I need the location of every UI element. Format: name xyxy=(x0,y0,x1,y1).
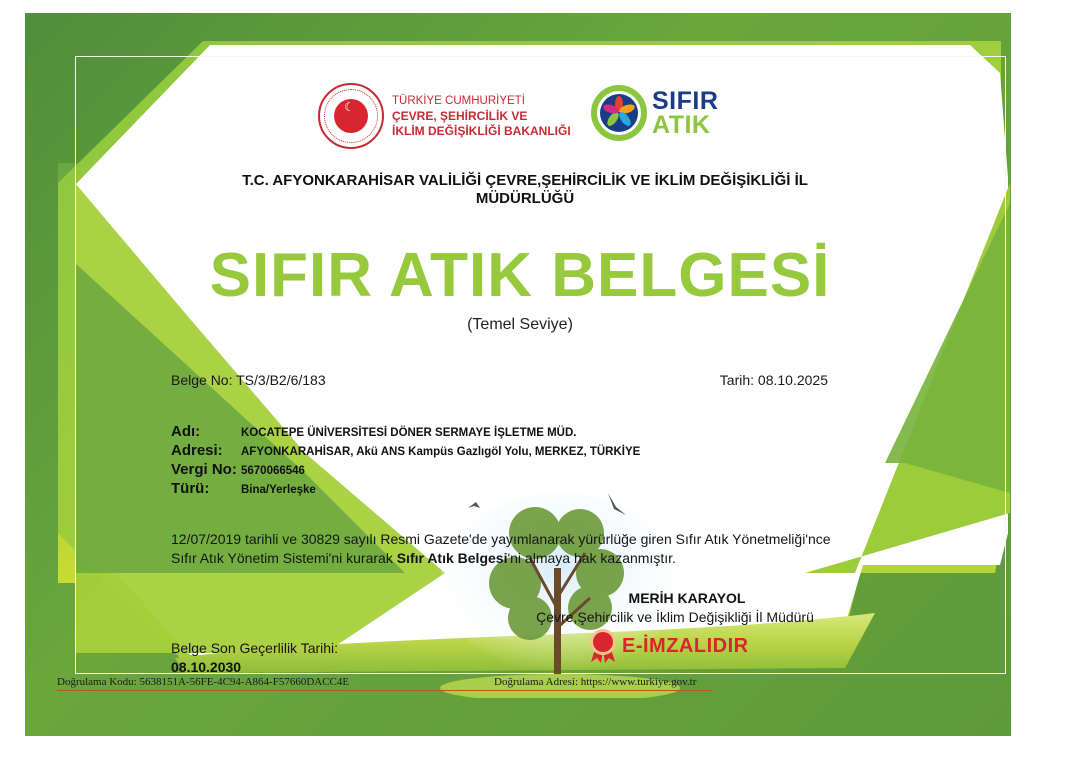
zero-waste-flower-icon xyxy=(590,84,648,142)
field-value: Bina/Yerleşke xyxy=(241,484,316,496)
verification-address xyxy=(494,676,696,688)
verification-code-value: 5638151A-56FE-4C94-A864-F57660DACC4E xyxy=(139,676,350,688)
zero-waste-logo-line1: SIFIR xyxy=(652,87,719,115)
certificate-level: (Temel Seviye) xyxy=(467,316,573,333)
zero-waste-logo-line2: ATIK xyxy=(652,111,711,139)
expiry-date-block xyxy=(171,640,338,675)
signatory xyxy=(520,590,830,625)
expiry-date: 08.10.2030 xyxy=(171,659,242,675)
expiry-label: Belge Son Geçerlilik Tarihi: xyxy=(171,640,339,656)
e-signature-label: E-İMZALIDIR xyxy=(622,634,749,657)
document-number-label: Belge No: xyxy=(171,372,233,388)
issuing-office: T.C. AFYONKARAHİSAR VALİLİĞİ ÇEVRE,ŞEHİRCİLİK VE İKLİM DEĞİŞİKLİĞİ İL MÜDÜRLÜĞÜ xyxy=(242,172,808,207)
award-rosette-icon xyxy=(588,628,618,664)
ministry-name-line1: TÜRKİYE CUMHURİYETİ xyxy=(392,94,525,107)
field-value: 5670066546 xyxy=(241,465,305,477)
zero-waste-logo xyxy=(590,84,718,142)
holder-field-address xyxy=(171,442,640,461)
certificate-title: SIFIR ATIK BELGESİ xyxy=(209,241,831,310)
verification-code-label: Doğrulama Kodu: xyxy=(57,676,137,688)
field-value: KOCATEPE ÜNİVERSİTESİ DÖNER SERMAYE İŞLETME MÜD. xyxy=(241,427,577,439)
statement-text-end: 'ni almaya hak kazanmıştır. xyxy=(507,550,676,566)
field-label: Türü: xyxy=(171,480,210,497)
ministry-seal-icon xyxy=(318,83,384,149)
signatory-name: MERİH KARAYOL xyxy=(628,590,746,606)
document-date xyxy=(720,372,828,388)
verification-code xyxy=(57,676,349,688)
certificate-statement xyxy=(171,530,841,568)
ministry-logo xyxy=(318,80,571,152)
bird-icon xyxy=(468,502,480,508)
holder-field-tax-no xyxy=(171,461,640,480)
field-label: Adı: xyxy=(171,423,201,440)
e-signature-badge xyxy=(588,628,749,664)
statement-bold-text: Sıfır Atık Belgesi xyxy=(396,550,508,566)
ministry-name-line2: ÇEVRE, ŞEHİRCİLİK VE xyxy=(392,108,528,123)
ministry-name-line3: İKLİM DEĞİŞİKLİĞİ BAKANLIĞI xyxy=(392,123,571,138)
field-value: AFYONKARAHİSAR, Akü ANS Kampüs Gazlıgöl Yolu, MERKEZ, TÜRKİYE xyxy=(241,446,641,458)
document-date-label: Tarih: xyxy=(719,372,755,388)
document-number xyxy=(171,372,326,388)
holder-field-name xyxy=(171,423,640,442)
statement-text: 12/07/2019 tarihli ve 30829 sayılı Resmi Gazete'de yayımlanarak yürürlüğe giren Sıfır Atık Yönetmeliği'nce Sıfır Atık Yönetim Sistemi'ni kurarak xyxy=(171,531,831,566)
verification-address-label: Doğrulama Adresi: xyxy=(494,676,579,688)
signatory-role: Çevre,Şehircilik ve İklim Değişikliği İl Müdürü xyxy=(536,609,814,625)
document-number-value: TS/3/B2/6/183 xyxy=(236,372,326,388)
document-date-value: 08.10.2025 xyxy=(757,372,828,388)
field-label: Adresi: xyxy=(171,442,223,459)
field-label: Vergi No: xyxy=(171,461,237,478)
verification-address-link[interactable]: https://www.turkiye.gov.tr xyxy=(580,676,697,688)
verification-underline xyxy=(57,690,712,691)
